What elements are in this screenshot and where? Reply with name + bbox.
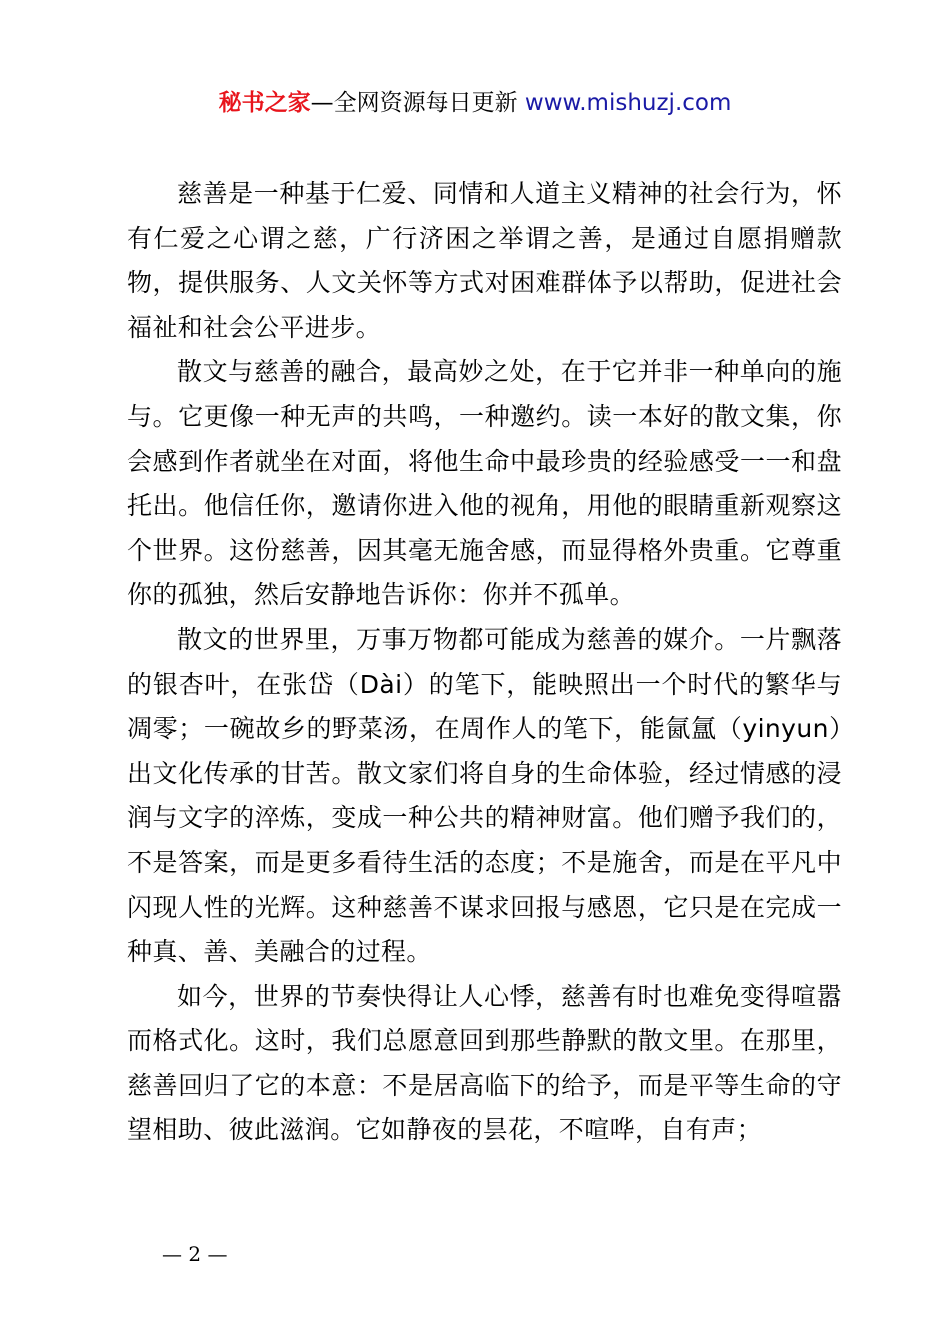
- site-url-link[interactable]: www.mishuzj.com: [524, 90, 732, 116]
- page-header: [0, 86, 950, 120]
- page-number: — 2 —: [162, 1242, 228, 1266]
- site-brand: 秘书之家: [218, 90, 311, 116]
- site-tagline: —全网资源每日更新: [310, 90, 518, 116]
- paragraph-2: 散文与慈善的融合，最高妙之处，在于它并非一种单向的施与。它更像一种无声的共鸣，一种邀约。读一本好的散文集，你会感到作者就坐在对面，将他生命中最珍贵的经验感受一一和盘托出。他信任你，邀请你进入他的视角，用他的眼睛重新观察这个世界。这份慈善，因其毫无施舍感，而显得格外贵重。它尊重你的孤独，然后安静地告诉你：你并不孤单。: [127, 357, 842, 610]
- paragraph-1: 慈善是一种基于仁爱、同情和人道主义精神的社会行为，怀有仁爱之心谓之慈，广行济困之举谓之善，是通过自愿捐赠款物，提供服务、人文关怀等方式对困难群体予以帮助，促进社会福祉和社会公平进步。: [127, 179, 842, 342]
- paragraph-3: 散文的世界里，万事万物都可能成为慈善的媒介。一片飘落的银杏叶，在张岱（Dài）的笔下，能映照出一个时代的繁华与凋零；一碗故乡的野菜汤，在周作人的笔下，能氤氲（yinyun）出文化传承的甘苦。散文家们将自身的生命体验，经过情感的浸润与文字的淬炼，变成一种公共的精神财富。他们赠予我们的，不是答案，而是更多看待生活的态度；不是施舍，而是在平凡中闪现人性的光辉。这种慈善不谋求回报与感恩，它只是在完成一种真、善、美融合的过程。: [127, 624, 842, 967]
- paragraph-4: 如今，世界的节奏快得让人心悸，慈善有时也难免变得喧嚣而格式化。这时，我们总愿意回到那些静默的散文里。在那里，慈善回归了它的本意：不是居高临下的给予，而是平等生命的守望相助、彼此滋润。它如静夜的昙花，不喧哗，自有声；: [127, 981, 842, 1145]
- document-body: [127, 172, 842, 1153]
